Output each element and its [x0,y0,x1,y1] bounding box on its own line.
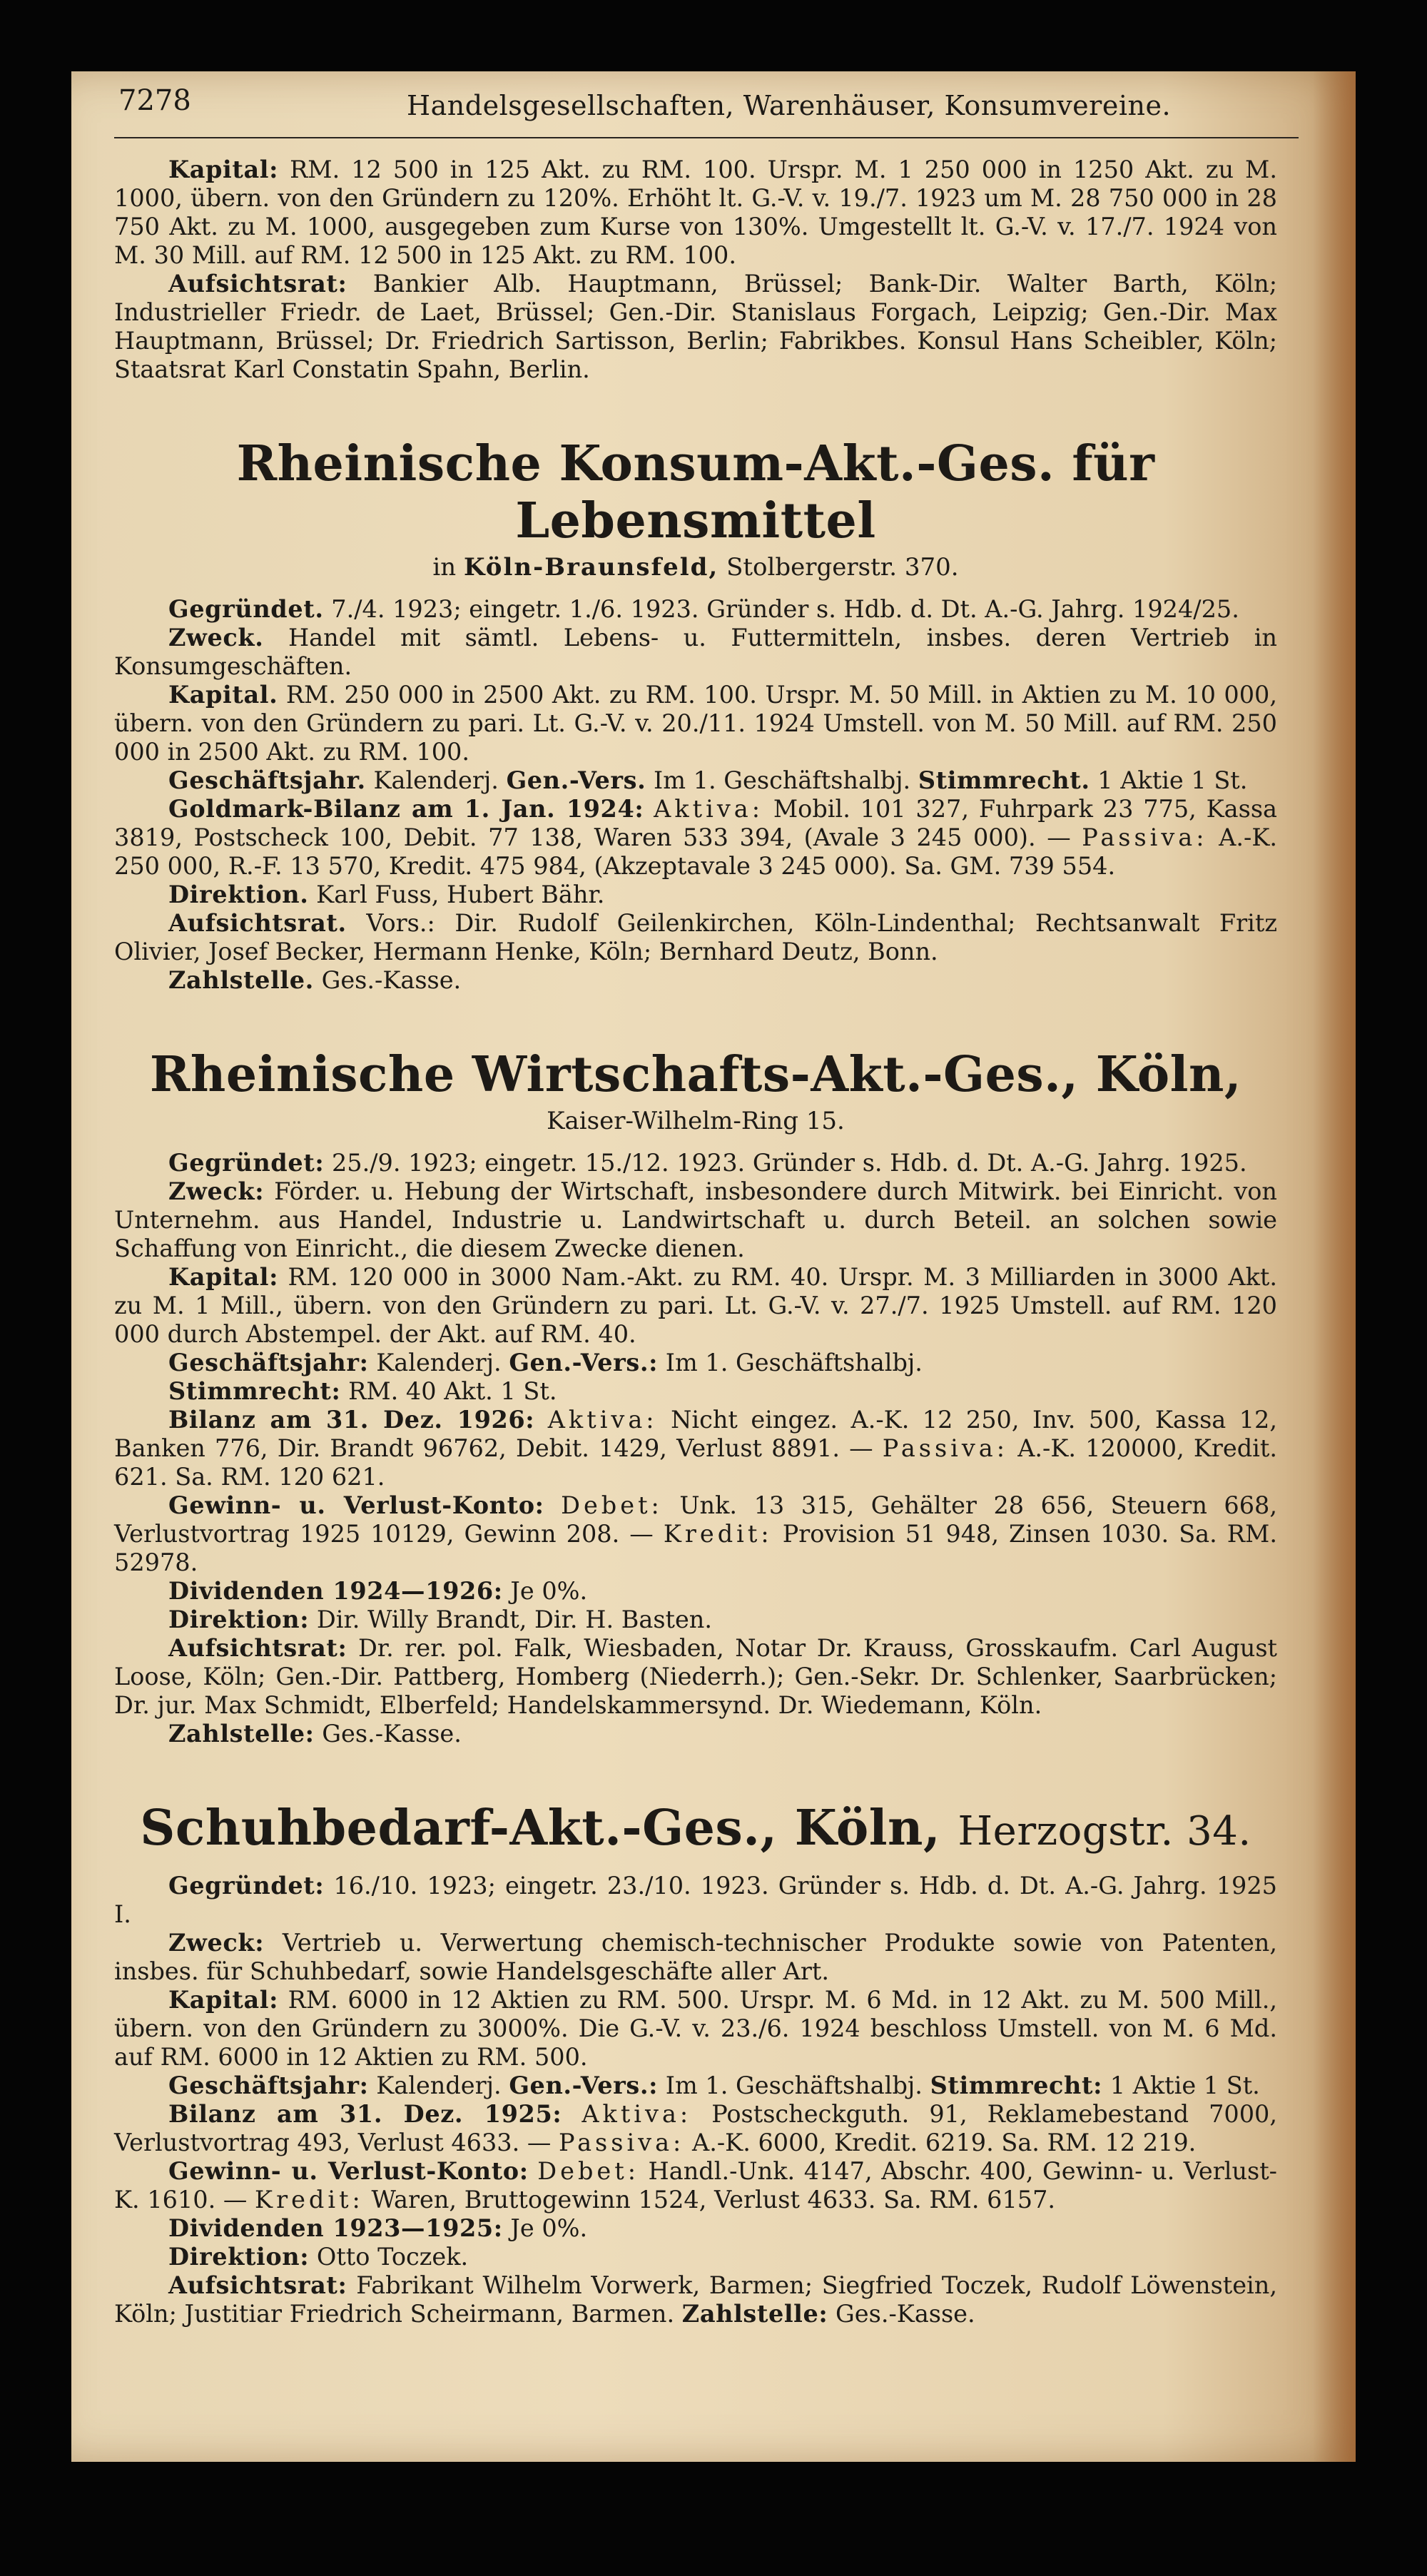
dividenden-label: Dividenden 1924—1926: [168,1577,503,1605]
bilanz-label: Goldmark-Bilanz am 1. Jan. 1924: [168,795,644,823]
bilanz-passiva-text: A.-K. 120000, Kredit. 621. Sa. RM. 120 621. [114,1434,1277,1491]
aufsichtsrat-label: Aufsichtsrat. [168,909,347,937]
bilanz-paragraph [114,795,1277,881]
stimmrecht-paragraph [114,1377,1277,1406]
debet-label: Debet: [561,1491,663,1519]
book-page [71,71,1356,2462]
kapital-text: RM. 250 000 in 2500 Akt. zu RM. 100. Urspr. M. 50 Mill. in Aktien zu M. 10 000, übern. von den Gründern zu pari. Lt. G.-V. v. 20./11. 1924 Umstell. von M. 50 Mill. auf RM. 250 000 in 2500 Akt. zu RM. 100. [114,681,1277,766]
kapital-label: Kapital. [168,681,278,709]
entry-title-address: Herzogstr. 34. [958,1808,1251,1855]
sub-address: Kaiser-Wilhelm-Ring 15. [547,1107,845,1135]
aufsichtsrat-paragraph [114,270,1277,384]
direktion-paragraph [114,881,1277,909]
zweck-paragraph [114,1177,1277,1263]
zahlstelle-text: Ges.-Kasse. [322,1720,462,1748]
direktion-text: Otto Toczek. [316,2243,469,2271]
guv-debet-text: Unk. 13 315, Gehälter 28 656, Steuern 668, Verlustvortrag 1925 10129, Gewinn 208. — [114,1491,1277,1548]
running-title: Handelsgesellschaften, Warenhäuser, Konsumvereine. [407,90,1172,121]
header-rule [114,137,1299,138]
direktion-text: Dir. Willy Brandt, Dir. H. Basten. [316,1606,713,1633]
aufsichtsrat-text: Bankier Alb. Hauptmann, Brüssel; Bank-Dir. Walter Barth, Köln; Industrieller Friedr. de Laet, Brüssel; Gen.-Dir. Stanislaus Forgach, Leipzig; Gen.-Dir. Max Hauptmann, Brüssel; Dr. Friedrich Sartisson, Berlin; Fabrikbes. Konsul Hans Scheibler, Köln; Staatsrat Karl Constatin Spahn, Berlin. [114,270,1277,383]
direktion-label: Direktion: [168,2243,310,2271]
kapital-label: Kapital: [168,156,279,183]
geschaeftsjahr-paragraph [114,2072,1277,2100]
stimmrecht-text: RM. 40 Akt. 1 St. [348,1377,557,1405]
aufsichtsrat-label: Aufsichtsrat: [168,2271,347,2299]
kredit-label: Kredit: [255,2186,364,2214]
gegruendet-label: Gegründet. [168,595,324,623]
aufsichtsrat-paragraph [114,2271,1277,2328]
aufsichtsrat-label: Aufsichtsrat: [168,270,347,298]
geschaeftsjahr-paragraph [114,766,1277,795]
passiva-label: Passiva: [882,1434,1009,1462]
direktion-paragraph [114,1606,1277,1634]
page-content [114,156,1277,2328]
stimmrecht-label: Stimmrecht: [168,1377,341,1405]
gen-vers-label: Gen.-Vers.: [509,2072,659,2099]
guv-paragraph [114,1491,1277,1577]
geschaeftsjahr-text: Kalenderj. [376,2072,502,2099]
aktiva-label: Aktiva: [582,2100,692,2128]
zweck-label: Zweck: [168,1929,265,1957]
geschaeftsjahr-label: Geschäftsjahr: [168,2072,369,2099]
bilanz-label: Bilanz am 31. Dez. 1925: [168,2100,562,2128]
zweck-paragraph [114,624,1277,681]
debet-label: Debet: [537,2157,639,2185]
guv-debet-text: Handl.-Unk. 4147, Abschr. 400, Gewinn- u. Verlust-K. 1610. — [114,2157,1278,2214]
zahlstelle-label: Zahlstelle: [681,2300,828,2328]
kapital-text: RM. 12 500 in 125 Akt. zu RM. 100. Urspr. M. 1 250 000 in 1250 Akt. zu M. 1000, übern. von den Gründern zu 120%. Erhöht lt. G.-V. v. 19./7. 1923 um M. 28 750 000 in 28 750 Akt. zu M. 1000, ausgegeben zum Kurse von 130%. Umgestellt lt. G.-V. v. 17./7. 1924 von M. 30 Mill. auf RM. 12 500 in 125 Akt. zu RM. 100. [114,156,1278,269]
gegruendet-text: 7./4. 1923; eingetr. 1./6. 1923. Gründer s. Hdb. d. Dt. A.-G. Jahrg. 1924/25. [331,595,1239,623]
stimmrecht-label: Stimmrecht: [930,2072,1103,2099]
bilanz-label: Bilanz am 31. Dez. 1926: [168,1406,535,1434]
entry-title-rheinische-wirtschafts: Rheinische Wirtschafts-Akt.-Ges., Köln, [149,1046,1242,1103]
zweck-text: Förder. u. Hebung der Wirtschaft, insbesondere durch Mitwirk. bei Einricht. von Unternehm. aus Handel, Industrie u. Landwirtschaft u. durch Beteil. an solchen sowie Schaffung von Einricht., die diesem Zwecke dienen. [114,1177,1277,1262]
direktion-paragraph [114,2243,1277,2271]
kapital-text: RM. 120 000 in 3000 Nam.-Akt. zu RM. 40. Urspr. M. 3 Milliarden in 3000 Akt. zu M. 1 Mill., übern. von den Gründern zu pari. Lt. G.-V. v. 27./7. 1925 Umstell. auf RM. 120 000 durch Abstempel. der Akt. auf RM. 40. [114,1263,1277,1348]
zweck-label: Zweck: [168,1177,265,1205]
gegruendet-label: Gegründet: [168,1149,325,1177]
geschaeftsjahr-paragraph [114,1349,1277,1377]
guv-label: Gewinn- u. Verlust-Konto: [168,2157,529,2185]
direktion-label: Direktion. [168,881,309,908]
gen-vers-text: Im 1. Geschäftshalbj. [665,2072,923,2099]
zweck-paragraph [114,1929,1277,1986]
sub-place: Köln-Braunsfeld, [463,553,719,582]
passiva-label: Passiva: [1082,823,1208,851]
gegruendet-label: Gegründet: [168,1872,325,1900]
kredit-label: Kredit: [663,1520,773,1548]
page-spine-shadow [1313,71,1356,2462]
passiva-label: Passiva: [559,2129,685,2156]
kapital-label: Kapital: [168,1263,279,1291]
aufsichtsrat-paragraph [114,1634,1277,1720]
zahlstelle-text: Ges.-Kasse. [321,966,462,994]
geschaeftsjahr-text: Kalenderj. [376,1349,502,1376]
dividenden-text: Je 0%. [510,1577,588,1605]
stimmrecht-text: 1 Aktie 1 St. [1109,2072,1260,2099]
zahlstelle-paragraph [114,966,1277,995]
guv-label: Gewinn- u. Verlust-Konto: [168,1491,544,1519]
entry-subtitle [114,552,1277,582]
bilanz-aktiva-text: Mobil. 101 327, Fuhrpark 23 775, Kassa 3819, Postscheck 100, Debit. 77 138, Waren 533 394, (Avale 3 245 000). — [114,795,1277,851]
gen-vers-text: Im 1. Geschäftshalbj. [654,766,911,794]
bilanz-paragraph [114,1406,1277,1491]
entry-title-rheinische-konsum: Rheinische Konsum-Akt.-Ges. für Lebensmittel [236,435,1155,549]
zahlstelle-label: Zahlstelle: [168,1720,315,1748]
guv-paragraph [114,2157,1277,2214]
kapital-paragraph [114,1986,1277,2072]
aufsichtsrat-paragraph [114,909,1277,966]
geschaeftsjahr-label: Geschäftsjahr: [168,1349,369,1376]
bilanz-passiva-text: A.-K. 6000, Kredit. 6219. Sa. RM. 12 219. [692,2129,1197,2156]
zweck-text: Vertrieb u. Verwertung chemisch-technischer Produkte sowie von Patenten, insbes. für Schuhbedarf, sowie Handelsgeschäfte aller Art. [114,1929,1277,1985]
page-number: 7278 [118,84,191,117]
stimmrecht-label: Stimmrecht. [918,766,1090,794]
stimmrecht-text: 1 Aktie 1 St. [1097,766,1248,794]
bilanz-aktiva-text: Postscheckguth. 91, Reklamebestand 7000, Verlustvortrag 493, Verlust 4633. — [114,2100,1278,2156]
guv-kredit-text: Waren, Bruttogewinn 1524, Verlust 4633. Sa. RM. 6157. [371,2186,1056,2214]
direktion-text: Karl Fuss, Hubert Bähr. [316,881,605,908]
dividenden-text: Je 0%. [510,2214,588,2242]
zahlstelle-label: Zahlstelle. [168,966,314,994]
bilanz-paragraph [114,2100,1277,2157]
zweck-label: Zweck. [168,624,264,651]
gegruendet-paragraph [114,1872,1277,1929]
zahlstelle-paragraph [114,1720,1277,1748]
geschaeftsjahr-label: Geschäftsjahr. [168,766,366,794]
kapital-paragraph [114,1263,1277,1349]
gen-vers-label: Gen.-Vers.: [509,1349,659,1376]
zahlstelle-text: Ges.-Kasse. [836,2300,975,2328]
direktion-label: Direktion: [168,1606,310,1633]
sub-address: Stolbergerstr. 370. [726,553,959,582]
gegruendet-paragraph [114,1149,1277,1177]
sub-prefix: in [432,553,457,582]
gen-vers-text: Im 1. Geschäftshalbj. [665,1349,923,1376]
gegruendet-text: 16./10. 1923; eingetr. 23./10. 1923. Gründer s. Hdb. d. Dt. A.-G. Jahrg. 1925 I. [114,1872,1277,1928]
entry-title-text: Schuhbedarf-Akt.-Ges., Köln, [140,1800,941,1857]
dividenden-paragraph [114,2214,1277,2243]
zweck-text: Handel mit sämtl. Lebens- u. Futtermitteln, insbes. deren Vertrieb in Konsumgeschäften. [114,624,1277,680]
entry-title-schuhbedarf [114,1800,1277,1860]
aufsichtsrat-text: Dr. rer. pol. Falk, Wiesbaden, Notar Dr. Krauss, Grosskaufm. Carl August Loose, Köln; Gen.-Dir. Pattberg, Homberg (Niederrh.); Gen.-Sekr. Dr. Schlenker, Saarbrücken; Dr. jur. Max Schmidt, Elberfeld; Handelskammersynd. Dr. Wiedemann, Köln. [114,1634,1277,1719]
dividenden-label: Dividenden 1923—1925: [168,2214,503,2242]
gegruendet-paragraph [114,595,1277,624]
aufsichtsrat-text: Fabrikant Wilhelm Vorwerk, Barmen; Siegfried Toczek, Rudolf Löwenstein, Köln; Justitiar Friedrich Scheirmann, Barmen. [114,2271,1277,2328]
gegruendet-text: 25./9. 1923; eingetr. 15./12. 1923. Gründer s. Hdb. d. Dt. A.-G. Jahrg. 1925. [331,1149,1247,1177]
geschaeftsjahr-text: Kalenderj. [373,766,499,794]
kapital-text: RM. 6000 in 12 Aktien zu RM. 500. Urspr. M. 6 Md. in 12 Akt. zu M. 500 Mill., übern. von den Gründern zu 3000%. Die G.-V. v. 23./6. 1924 beschloss Umstell. von M. 6 Md. auf RM. 6000 in 12 Aktien zu RM. 500. [114,1986,1277,2071]
kapital-paragraph [114,681,1277,766]
aktiva-label: Aktiva: [547,1406,658,1434]
dividenden-paragraph [114,1577,1277,1606]
bilanz-passiva-text: A.-K. 250 000, R.-F. 13 570, Kredit. 475 984, (Akzeptavale 3 245 000). Sa. GM. 739 554. [114,823,1277,880]
bilanz-aktiva-text: Nicht eingez. A.-K. 12 250, Inv. 500, Kassa 12, Banken 776, Dir. Brandt 96762, Debit. 1429, Verlust 8891. — [114,1406,1277,1462]
aktiva-label: Aktiva: [654,795,764,823]
entry-subtitle [114,1106,1277,1136]
guv-kredit-text: Provision 51 948, Zinsen 1030. Sa. RM. 52978. [114,1520,1277,1576]
kapital-paragraph [114,156,1277,270]
aufsichtsrat-label: Aufsichtsrat: [168,1634,347,1662]
kapital-label: Kapital: [168,1986,279,2014]
aufsichtsrat-text: Vors.: Dir. Rudolf Geilenkirchen, Köln-Lindenthal; Rechtsanwalt Fritz Olivier, Josef Becker, Hermann Henke, Köln; Bernhard Deutz, Bonn. [114,909,1277,965]
gen-vers-label: Gen.-Vers. [506,766,646,794]
